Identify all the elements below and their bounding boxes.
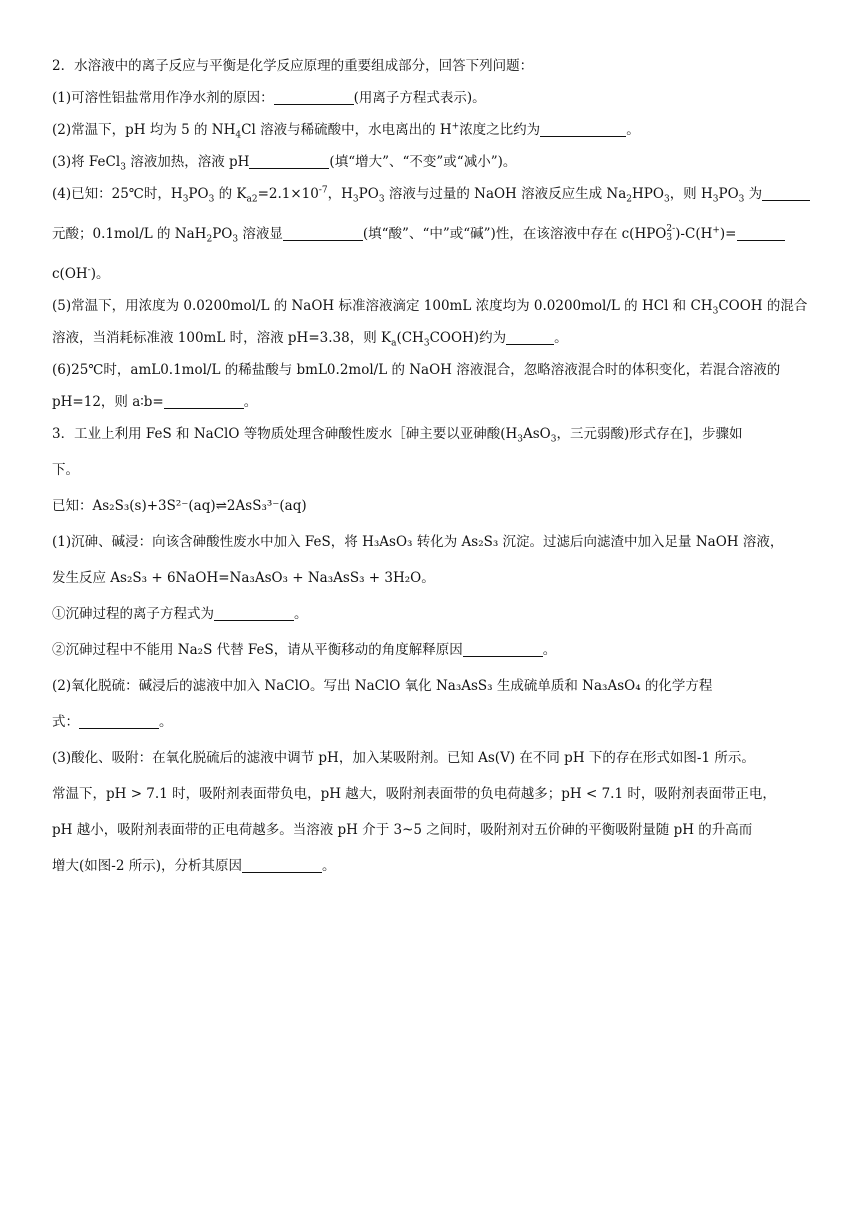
q2-part4-line2: 元酸；0.1mol/L 的 $NaH_2PO_3$ 溶液显 (填“酸”、“中”或“碱”)性，在该溶液中存在 c(HPO 2- 3 )-C(H+)= bbox=[52, 224, 810, 244]
answer-blank[interactable] bbox=[79, 713, 159, 729]
q2-part4-line3: c(OH-)。 bbox=[52, 265, 110, 282]
answer-blank[interactable] bbox=[214, 605, 294, 621]
q3-step1-line2: 发生反应 As₂S₃ + 6NaOH=Na₃AsO₃ + Na₃AsS₃ + 3H₂O。 bbox=[52, 570, 435, 586]
q3-step1-question1: ①沉砷过程的离子方程式为 。 bbox=[52, 606, 308, 622]
q2-part4-line1: (4)已知：25℃时，$H_3PO_3$ 的 $K_{a2}=2.1\times 10^{-7}$，$H_3PO_3$ 溶液与过量的 NaOH 溶液反应生成 $Na_2HPO_3$，则 $H_3PO_3$ 为 bbox=[52, 184, 810, 204]
answer-blank[interactable] bbox=[164, 393, 244, 409]
q3-step1-question2: ②沉砷过程中不能用 Na₂S 代替 FeS，请从平衡移动的角度解释原因 。 bbox=[52, 642, 557, 658]
q2-part5-line2: 溶液，当消耗标准液 100mL 时，溶液 pH=3.38，则 $K_a(CH_3COOH)$约为 。 bbox=[52, 330, 568, 349]
answer-blank[interactable] bbox=[283, 225, 363, 241]
q2-part6-line2: pH=12，则 a∶b= 。 bbox=[52, 394, 258, 410]
answer-blank[interactable] bbox=[762, 185, 810, 201]
q3-step2-line1: (2)氧化脱硫：碱浸后的滤液中加入 NaClO。写出 NaClO 氧化 Na₃AsS₃ 生成硫单质和 Na₃AsO₄ 的化学方程 bbox=[52, 678, 713, 694]
q3-step2-line2: 式： 。 bbox=[52, 714, 173, 730]
answer-blank[interactable] bbox=[463, 641, 543, 657]
q3-step3-line1: (3)酸化、吸附：在氧化脱硫后的滤液中调节 pH，加入某吸附剂。已知 As(V) 在不同 pH 下的存在形式如图-1 所示。 bbox=[52, 750, 755, 766]
answer-blank[interactable] bbox=[249, 153, 329, 169]
q3-intro-line1: 3．工业上利用 FeS 和 NaClO 等物质处理含砷酸性废水［砷主要以亚砷酸($H_3AsO_3$，三元弱酸)形式存在]，步骤如 bbox=[52, 426, 743, 445]
answer-blank[interactable] bbox=[737, 225, 785, 241]
q2-part1: (1)可溶性铝盐常用作净水剂的原因： (用离子方程式表示)。 bbox=[52, 90, 486, 106]
q3-step3-line4: 增大(如图-2 所示)，分析其原因 。 bbox=[52, 858, 336, 874]
q2-part6-line1: (6)25℃时，amL0.1mol/L 的稀盐酸与 bmL0.2mol/L 的 NaOH 溶液混合，忽略溶液混合时的体积变化，若混合溶液的 bbox=[52, 362, 781, 378]
q2-part2: (2)常温下，pH 均为 5 的 $NH_4Cl$ 溶液与稀硫酸中，水电离出的 H+浓度之比约为 。 bbox=[52, 121, 640, 141]
answer-blank[interactable] bbox=[274, 89, 354, 105]
q2-part3: (3)将 FeCl$_3$ 溶液加热，溶液 pH (填“增大”、“不变”或“减小”)。 bbox=[52, 154, 517, 173]
q3-known-equation: 已知：As₂S₃(s)+3S²⁻(aq)⇌2AsS₃³⁻(aq) bbox=[52, 498, 307, 514]
q3-step3-line3: pH 越小，吸附剂表面带的正电荷越多。当溶液 pH 介于 3~5 之间时，吸附剂对五价砷的平衡吸附量随 pH 的升高而 bbox=[52, 822, 753, 838]
q3-step3-line2: 常温下，pH > 7.1 时，吸附剂表面带负电，pH 越大，吸附剂表面带的负电荷越多；pH < 7.1 时，吸附剂表面带正电， bbox=[52, 786, 776, 802]
document-page bbox=[52, 56, 810, 876]
answer-blank[interactable] bbox=[540, 121, 626, 137]
q2-title: 2．水溶液中的离子反应与平衡是化学反应原理的重要组成部分，回答下列问题： bbox=[52, 58, 534, 74]
q3-intro-line2: 下。 bbox=[52, 462, 79, 478]
answer-blank[interactable] bbox=[506, 329, 554, 345]
answer-blank[interactable] bbox=[242, 857, 322, 873]
q3-step1-line1: (1)沉砷、碱浸：向该含砷酸性废水中加入 FeS，将 H₃AsO₃ 转化为 As₂S₃ 沉淀。过滤后向滤渣中加入足量 NaOH 溶液， bbox=[52, 534, 784, 550]
q2-part5-line1: (5)常温下，用浓度为 0.0200mol/L 的 NaOH 标准溶液滴定 100mL 浓度均为 0.0200mol/L 的 HCl 和 $CH_3COOH$ 的混合 bbox=[52, 298, 808, 317]
